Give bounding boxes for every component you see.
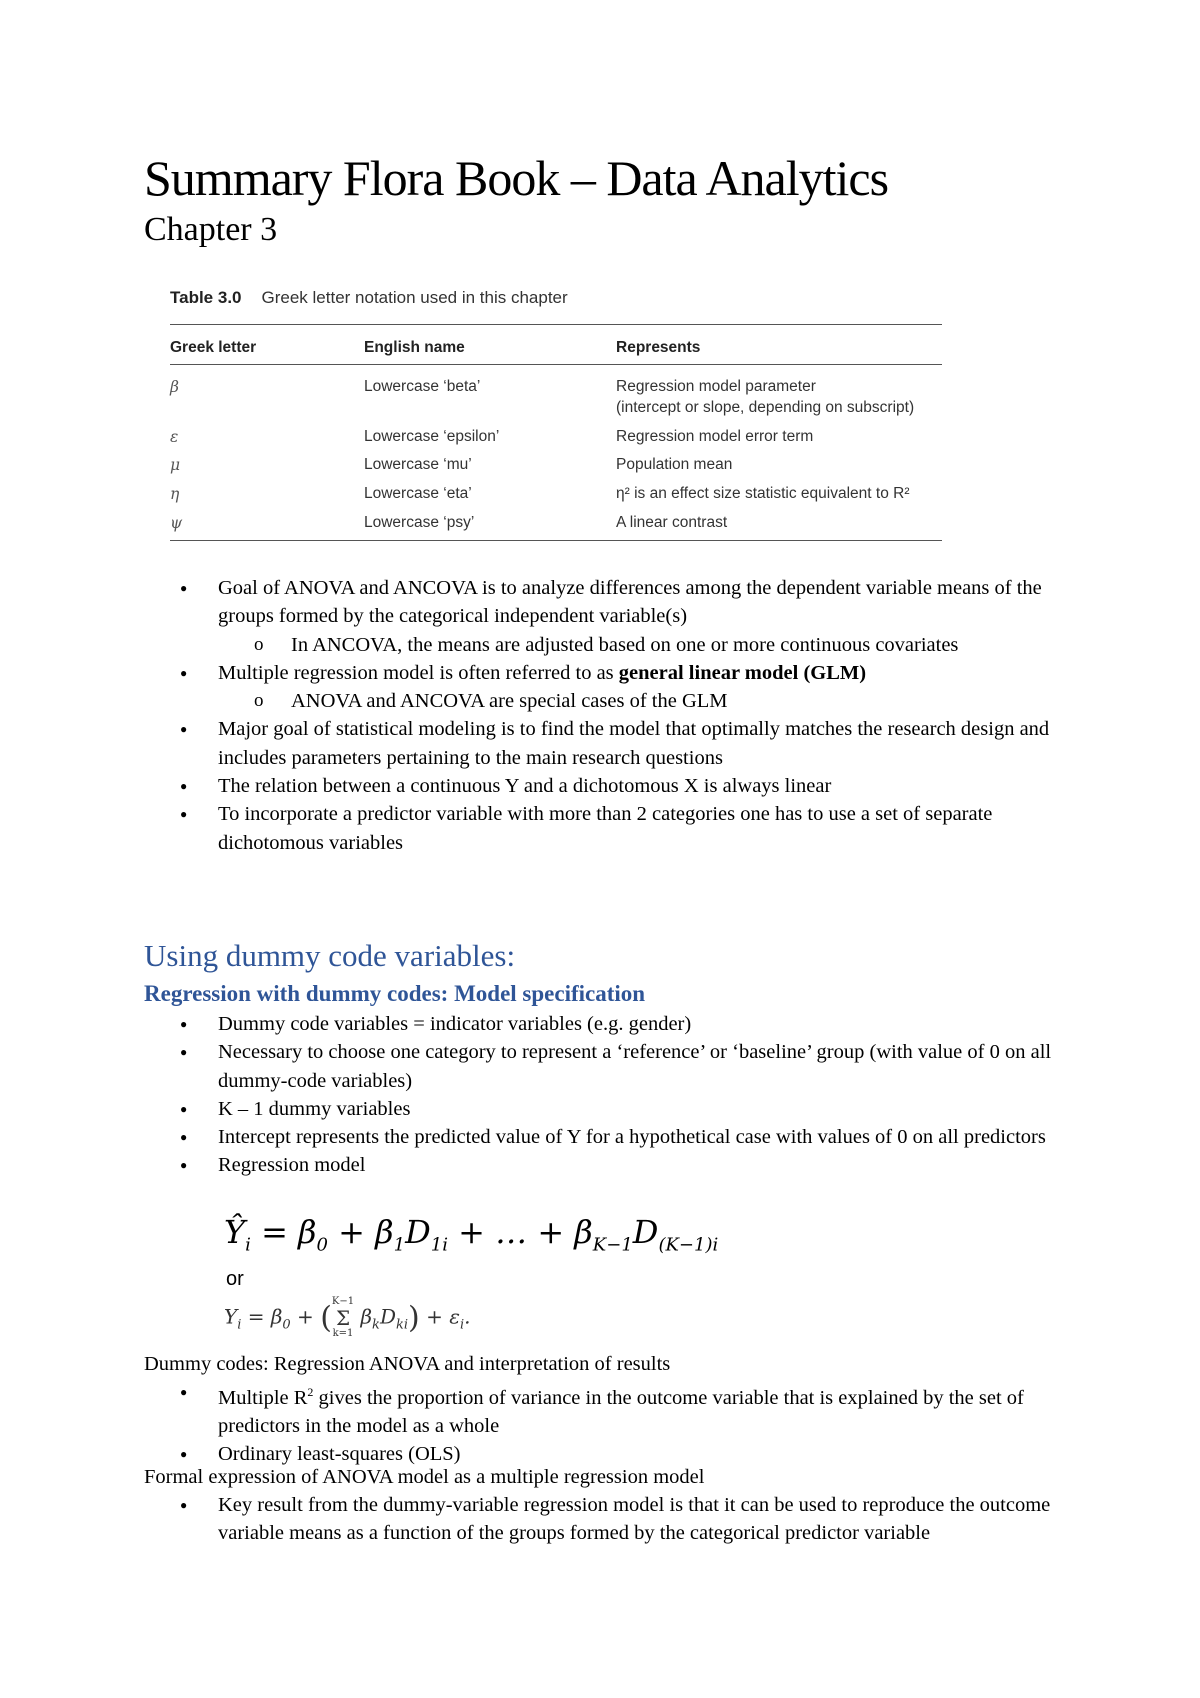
results-heading: Dummy codes: Regression ANOVA and interpretation of results	[144, 1353, 671, 1375]
table-row-represents: Regression model error term	[616, 428, 814, 445]
document-title: Summary Flora Book – Data Analytics	[144, 150, 889, 206]
chapter-heading: Chapter 3	[144, 211, 278, 248]
or-label: or	[226, 1268, 244, 1290]
table-row-name: Lowercase ‘beta’	[364, 378, 481, 395]
sub-list	[218, 687, 1064, 715]
table-caption-text: Greek letter notation used in this chapter	[261, 288, 568, 307]
results-bullet-list	[144, 1378, 1064, 1469]
list-item: ● Necessary to choose one category to represent a ‘reference’ or ‘baseline’ group (with value of 0 on all dummy-code variables)	[144, 1038, 1064, 1095]
table-row-name: Lowercase ‘epsilon’	[364, 428, 500, 445]
table-row-represents: Regression model parameter	[616, 378, 816, 395]
table-header-greek: Greek letter	[170, 339, 257, 356]
table-row-greek: μ	[170, 456, 181, 474]
table-row-name: Lowercase ‘mu’	[364, 456, 472, 473]
section-subheading: Regression with dummy codes: Model specification	[144, 981, 646, 1006]
list-item	[144, 1378, 1064, 1440]
list-item	[144, 574, 1064, 659]
list-item	[144, 659, 1064, 716]
list-item: ● Regression model	[144, 1151, 1064, 1179]
intro-bullet-list	[144, 574, 1064, 857]
bullet-bold-term: general linear model (GLM)	[618, 661, 867, 684]
list-item: ● The relation between a continuous Y and a dichotomous X is always linear	[144, 772, 1064, 800]
list-item: ● Key result from the dummy-variable regression model is that it can be used to reproduce the outcome variable means as a function of the groups formed by the categorical predictor variable	[144, 1491, 1064, 1548]
table-row-represents: η² is an effect size statistic equivalent to R²	[616, 485, 910, 502]
list-item: ● K – 1 dummy variables	[144, 1095, 1064, 1123]
list-item: ● Major goal of statistical modeling is to find the model that optimally matches the research design and includes parameters pertaining to the main research questions	[144, 715, 1064, 772]
sub-list-item: o ANOVA and ANCOVA are special cases of the GLM	[218, 687, 1064, 715]
table-row-name: Lowercase ‘eta’	[364, 485, 472, 502]
greek-notation-table	[170, 324, 942, 542]
list-item: ● Intercept represents the predicted value of Y for a hypothetical case with values of 0 on all predictors	[144, 1123, 1064, 1151]
list-item: ● To incorporate a predictor variable with more than 2 categories one has to use a set of separate dichotomous variables	[144, 800, 1064, 857]
table-header-represents: Represents	[616, 339, 701, 356]
table-caption	[170, 288, 568, 308]
table-caption-label: Table 3.0	[170, 288, 242, 307]
sub-list-item: o In ANCOVA, the means are adjusted based on one or more continuous covariates	[218, 631, 1064, 659]
table-row-greek: η	[170, 485, 180, 503]
section-heading: Using dummy code variables:	[144, 938, 516, 973]
table-row-greek: ψ	[170, 514, 183, 532]
table-row-name: Lowercase ‘psy’	[364, 514, 475, 531]
formal-heading: Formal expression of ANOVA model as a multiple regression model	[144, 1466, 705, 1488]
bullet-text: gives the proportion of variance in the outcome variable that is explained by the set of predictors in the model as a whole	[218, 1386, 1024, 1438]
table-row-greek: β	[170, 378, 179, 396]
table-row-represents: Population mean	[616, 456, 733, 473]
superscript: 2	[307, 1385, 314, 1399]
bullet-text: Multiple R	[218, 1386, 308, 1409]
dummy-code-bullet-list	[144, 1010, 1064, 1180]
list-item: ● Dummy code variables = indicator variables (e.g. gender)	[144, 1010, 1064, 1038]
formal-bullet-list	[144, 1491, 1064, 1548]
table-row-represents: A linear contrast	[616, 514, 728, 531]
bullet-text: Multiple regression model is often referred to as	[218, 661, 619, 684]
table-header-english: English name	[364, 339, 465, 356]
list-item: ● Ordinary least-squares (OLS)	[144, 1440, 1064, 1468]
sub-list	[218, 631, 1064, 659]
table-row-greek: ε	[170, 428, 179, 446]
regression-equation-image: $Ŷ_i = \beta_0 + \beta_1D_{1i}$ + … + $\beta_{K-1}D_{(K-1)i}$	[224, 1213, 719, 1256]
table-row-represents-cont: (intercept or slope, depending on subscript)	[616, 399, 915, 416]
bullet-text: Goal of ANOVA and ANCOVA is to analyze differences among the dependent variable means of the groups formed by the categorical independent variable(s)	[218, 577, 1042, 628]
regression-sum-equation-image: $Y_i = \beta_0$ + ( K−1 Σ k=1 $\beta_kD_{ki}) + \varepsilon_i$.	[224, 1296, 471, 1339]
